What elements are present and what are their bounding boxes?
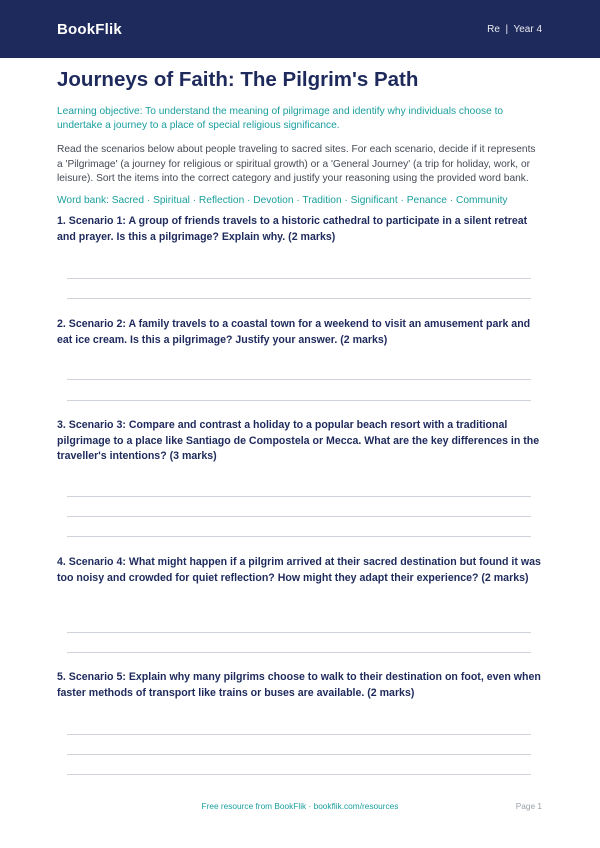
page-title: Journeys of Faith: The Pilgrim's Path: [57, 68, 419, 91]
answer-line[interactable]: [67, 298, 531, 299]
question-text: 5. Scenario 5: Explain why many pilgrims choose to walk to their destination on foot, even when faster methods of transport like trains or buses are available. (2 marks): [57, 671, 541, 699]
question-item: [57, 555, 543, 655]
answer-line[interactable]: [67, 379, 531, 380]
learning-objective: Learning objective: To understand the meaning of pilgrimage and identify why individuals choose to undertake a journey to a place of special religious significance.: [57, 106, 504, 131]
question-item: [57, 670, 543, 776]
answer-line[interactable]: [67, 400, 531, 401]
answer-line[interactable]: [67, 734, 531, 735]
answer-line[interactable]: [67, 632, 531, 633]
answer-line[interactable]: [67, 536, 531, 537]
word-bank: Word bank: Sacred · Spiritual · Reflection · Devotion · Tradition · Significant · Penance · Community: [57, 194, 508, 206]
answer-line[interactable]: [67, 754, 531, 755]
answer-line[interactable]: [67, 652, 531, 653]
question-text: 1. Scenario 1: A group of friends travels to a historic cathedral to participate in a silent retreat and prayer. Is this a pilgrimage? Explain why. (2 marks): [57, 215, 528, 243]
instructions: Read the scenarios below about people traveling to sacred sites. For each scenario, decide if it represents a 'Pilgrimage' (a journey for religious or spiritual growth) or a 'General Journey' (a trip for holiday, work, or leisure). Sort the items into the correct category and justify your reasoning using the provided word bank.: [57, 144, 536, 184]
footer-credit[interactable]: Free resource from BookFlik · bookflik.com/resources: [201, 801, 399, 811]
brand-name: BookFlik: [57, 20, 122, 38]
question-item: [57, 317, 543, 407]
page-number: Page 1: [515, 801, 542, 811]
question-item: [57, 418, 543, 540]
page-footer: [0, 801, 600, 815]
subject-year-label: Re | Year 4: [487, 23, 542, 35]
answer-line[interactable]: [67, 516, 531, 517]
answer-line[interactable]: [67, 774, 531, 775]
question-text: 4. Scenario 4: What might happen if a pilgrim arrived at their sacred destination but found it was too noisy and crowded for quiet reflection? How might they adapt their experience? (2 marks): [57, 556, 541, 584]
answer-line[interactable]: [67, 278, 531, 279]
question-item: [57, 214, 543, 304]
answer-line[interactable]: [67, 496, 531, 497]
question-list: [57, 0, 543, 848]
question-text: 3. Scenario 3: Compare and contrast a holiday to a popular beach resort with a traditional pilgrimage to a place like Santiago de Compostela or Mecca. What are the key differences in the traveller's intentions? (3 marks): [57, 419, 540, 462]
question-text: 2. Scenario 2: A family travels to a coastal town for a weekend to visit an amusement park and eat ice cream. Is this a pilgrimage? Justify your answer. (2 marks): [57, 318, 531, 346]
